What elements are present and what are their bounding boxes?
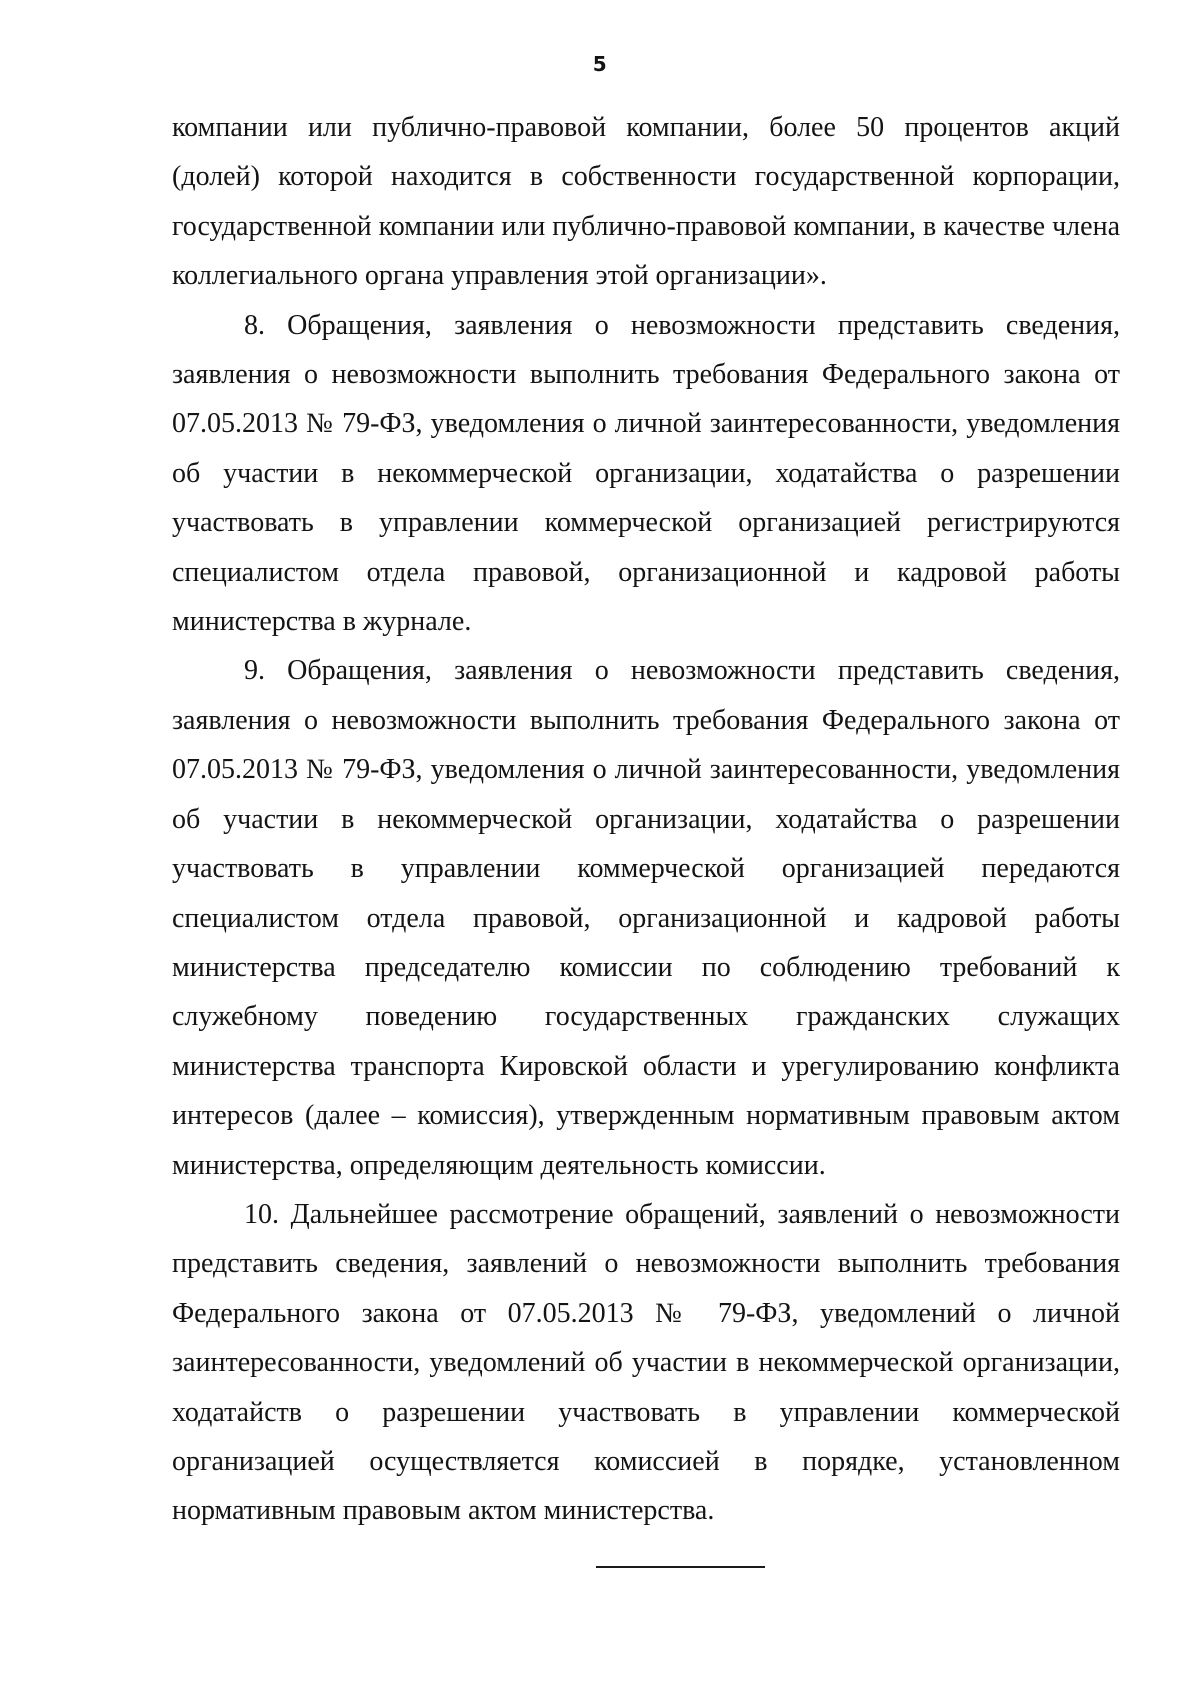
document-body [172, 103, 1120, 1536]
paragraph-item-8: 8. Обращения, заявления о невозможности представить сведения, заявления о невозможности выполнить требования Федерального закона от 07.05.2013 № 79-ФЗ, уведомления о личной заинтересованности, уведомления об участии в некоммерческой организации, ходатайства о разрешении участвовать в управлении коммерческой организацией регистрируются специалистом отдела правовой, организационной и кадровой работы министерства в журнале. [172, 309, 1120, 638]
paragraph-item-10: 10. Дальнейшее рассмотрение обращений, заявлений о невозможности представить сведения, заявлений о невозможности выполнить требования Федерального закона от 07.05.2013 № 79-ФЗ, уведомлений о личной заинтересованности, уведомлений об участии в некоммерческой организации, ходатайств о разрешении участвовать в управлении коммерческой организацией осуществляется комиссией в порядке, установленном нормативным правовым актом министерства. [172, 1198, 1120, 1527]
page-number: 5 [592, 52, 608, 76]
paragraph-item-9: 9. Обращения, заявления о невозможности представить сведения, заявления о невозможности выполнить требования Федерального закона от 07.05.2013 № 79-ФЗ, уведомления о личной заинтересованности, уведомления об участии в некоммерческой организации, ходатайства о разрешении участвовать в управлении коммерческой организацией передаются специалистом отдела правовой, организационной и кадровой работы министерства председателю комиссии по соблюдению требований к служебному поведению государственных гражданских служащих министерства транспорта Кировской области и урегулированию конфликта интересов (далее – комиссия), утвержденным нормативным правовым актом министерства, определяющим деятельность комиссии. [172, 655, 1120, 1181]
paragraph-continuation: компании или публично-правовой компании, более 50 процентов акций (долей) которой находится в собственности государственной корпорации, государственной компании или публично-правовой компании, в качестве члена коллегиального органа управления этой организации». [172, 112, 1120, 292]
end-of-document-rule [596, 1566, 765, 1568]
